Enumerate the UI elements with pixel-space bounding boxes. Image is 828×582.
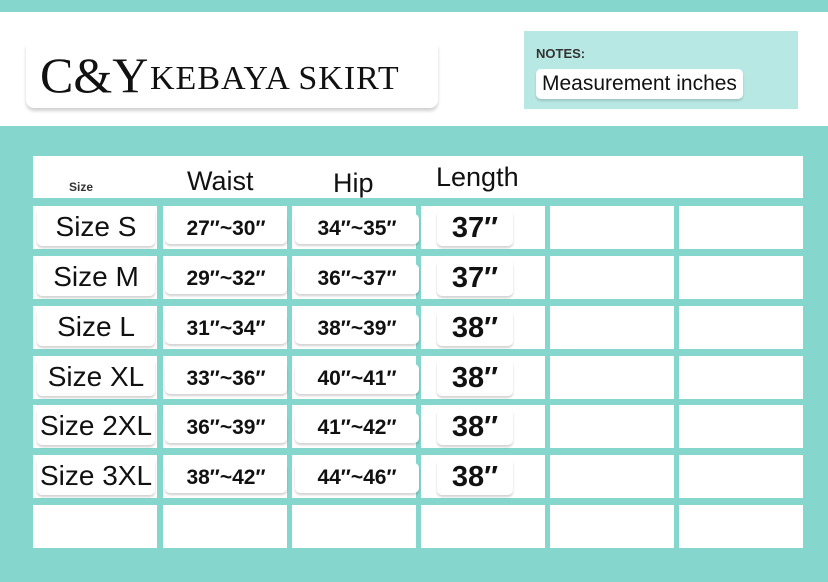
length-value: 38″ [437, 459, 513, 495]
hip-range: 38″~39″ [295, 314, 419, 344]
table-cell [550, 256, 674, 299]
waist-range: 29″~32″ [165, 264, 287, 294]
size-label: Size M [37, 258, 155, 296]
size-label: Size L [37, 308, 155, 346]
table-cell [550, 356, 674, 399]
header-banner [0, 12, 828, 126]
hip-range: 40″~41″ [295, 364, 419, 394]
brand-name: C&Y [40, 47, 149, 103]
table-cell [550, 405, 674, 448]
waist-range: 38″~42″ [165, 463, 287, 493]
hip-range: 36″~37″ [295, 264, 419, 294]
table-cell [550, 306, 674, 349]
table-cell [679, 206, 803, 249]
table-cell [292, 505, 416, 548]
waist-range: 33″~36″ [165, 364, 287, 394]
hip-range: 41″~42″ [295, 413, 419, 443]
size-chart-table [33, 156, 803, 548]
length-value: 38″ [437, 360, 513, 396]
product-title: KEBAYA SKIRT [150, 60, 400, 97]
table-cell [679, 405, 803, 448]
hip-range: 44″~46″ [295, 463, 419, 493]
waist-range: 36″~39″ [165, 413, 287, 443]
header-hip: Hip [333, 168, 374, 198]
length-value: 37″ [437, 210, 513, 246]
size-label: Size 2XL [37, 407, 155, 445]
notes-text: Measurement inches [536, 69, 743, 99]
table-header-row [33, 156, 803, 198]
table-cell [679, 306, 803, 349]
table-cell [679, 505, 803, 548]
length-value: 38″ [437, 310, 513, 346]
table-cell [550, 505, 674, 548]
header-waist: Waist [187, 166, 254, 196]
table-cell [163, 505, 287, 548]
waist-range: 31″~34″ [165, 314, 287, 344]
table-cell [33, 505, 157, 548]
size-label: Size 3XL [37, 457, 155, 495]
header-size: Size [69, 180, 94, 194]
notes-box [524, 31, 798, 109]
length-value: 38″ [437, 409, 513, 445]
notes-label: NOTES: [536, 46, 586, 61]
table-cell [421, 505, 545, 548]
table-cell [679, 455, 803, 498]
table-cell [679, 256, 803, 299]
hip-range: 34″~35″ [295, 214, 419, 244]
header-length: Length [436, 162, 519, 192]
table-cell [679, 356, 803, 399]
size-label: Size S [37, 208, 155, 246]
table-cell [550, 455, 674, 498]
waist-range: 27″~30″ [165, 214, 287, 244]
size-label: Size XL [37, 358, 155, 396]
length-value: 37″ [437, 260, 513, 296]
table-cell [550, 206, 674, 249]
title-box [26, 40, 438, 108]
